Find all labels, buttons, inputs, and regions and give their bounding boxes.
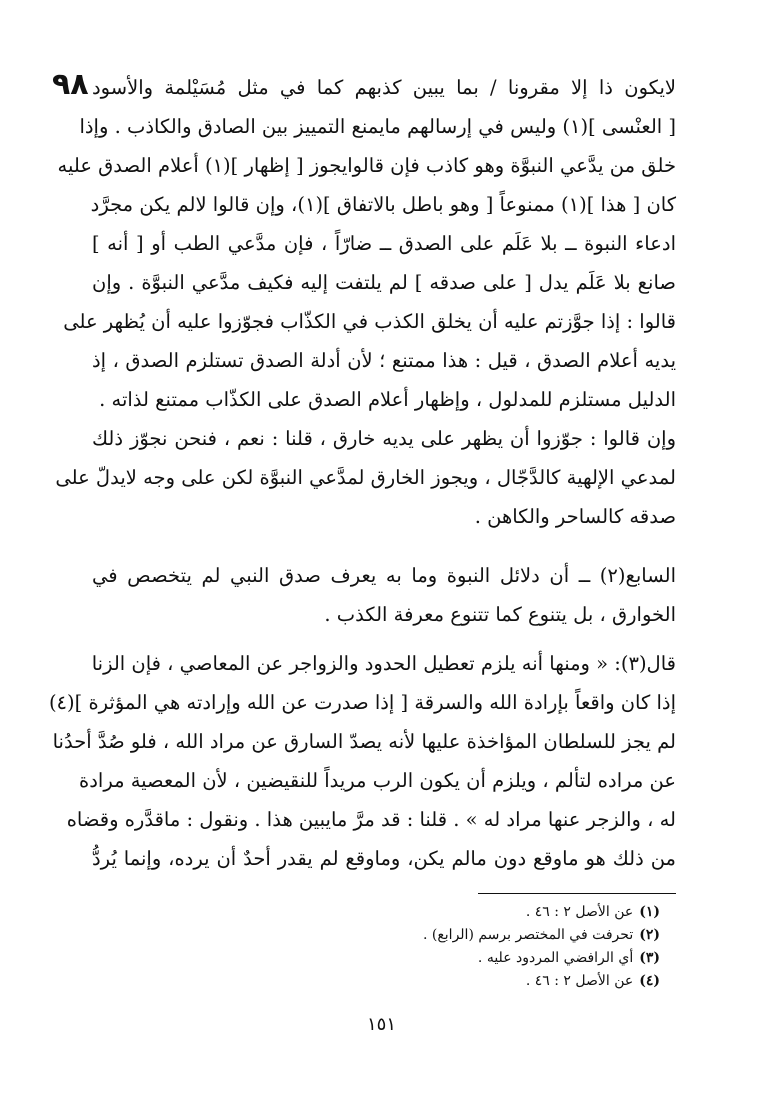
footnote-number: (١)	[639, 904, 660, 920]
footnote-text: أي الرافضي المردود عليه .	[477, 950, 634, 966]
text-line: له ، والزجر عنها مراد له » . قلنا : قد مرَّ مايبين هذا . ونقول : ماقدَّره وقضاه	[66, 808, 676, 831]
text-line: [ العنْسى ](١) وليس في إرسالهم مايمنع التمييز بين الصادق والكاذب . وإذا	[79, 115, 676, 138]
text-line: لايكون ذا إلا مقرونا / بما يبين كذبهم كما في مثل مُسَيْلمة والأسود	[92, 76, 676, 99]
text-line: من ذلك هو ماوقع دون مالم يكن، وماوقع لم يقدر أحدٌ أن يرده، وإنما يُردُّ	[92, 847, 676, 870]
footnote-text: تحرفت في المختصر برسم (الرابع) .	[422, 927, 634, 943]
text-line: وإن قالوا : جوّزوا أن يظهر على يديه خارق ، قلنا : نعم ، فنحن نجوّز ذلك	[92, 427, 676, 450]
text-line: الخوارق ، بل يتنوع كما تتنوع معرفة الكذب .	[324, 603, 676, 626]
footnote-text: عن الأصل ٢ : ٤٦ .	[525, 904, 634, 920]
footnote	[300, 947, 660, 970]
footnote-number: (٣)	[639, 950, 660, 966]
footnote-divider	[478, 893, 676, 894]
text-line: يديه أعلام الصدق ، قيل : هذا ممتنع ؛ لأن أدلة الصدق تستلزم الصدق ، إذ	[92, 349, 676, 372]
text-line: لم يجز للسلطان المؤاخذة عليها لأنه يصدّ السارق عن مراد الله ، فلو صُدَّ أحدُنا	[52, 730, 676, 753]
text-line: قالوا : إذا جوَّزتم عليه أن يخلق الكذب في الكذّاب فجوّزوا عليه أن يُظهر على	[63, 310, 676, 333]
text-line: كان [ هذا ](١) ممنوعاً [ وهو باطل بالاتفاق ](١)، وإن قالوا لالم يكن مجرَّد	[90, 193, 676, 216]
text-line: صانع بلا عَلَم يدل [ على صدقه ] لم يلتفت إليه فكيف مدَّعي النبوَّة . وإن	[92, 271, 676, 294]
page-number: ١٥١	[366, 1014, 396, 1035]
text-line: السابع(٢) ــ أن دلائل النبوة وما به يعرف صدق النبي لم يتخصص في	[92, 564, 676, 587]
footnotes	[300, 901, 660, 993]
footnote-number: (٢)	[639, 927, 660, 943]
footnote	[300, 970, 660, 993]
text-line: عن مراده لتألم ، ويلزم أن يكون الرب مريداً للنقيضين ، لأن المعصية مرادة	[79, 769, 676, 792]
text-line: لمدعي الإلهية كالدَّجّال ، ويجوز الخارق لمدَّعي النبوَّة لكن على وجه لايدلّ على	[55, 466, 676, 489]
text-line: قال(٣): « ومنها أنه يلزم تعطيل الحدود والزواجر عن المعاصي ، فإن الزنا	[91, 652, 676, 675]
footnote-number: (٤)	[639, 973, 660, 989]
margin-page-number: ٩٨	[52, 67, 89, 102]
paragraph-seventh	[92, 556, 676, 634]
text-line: ادعاء النبوة ــ بلا عَلَم على الصدق ــ ضارّاً ، فإن مدَّعي الطب أو [ أنه ]	[92, 232, 676, 255]
text-line: خلق من يدَّعي النبوَّة وهو كاذب فإن قالوايجوز [ إظهار ](١) أعلام الصدق عليه	[57, 154, 676, 177]
footnote-text: عن الأصل ٢ : ٤٦ .	[525, 973, 634, 989]
text-line: الدليل مستلزم للمدلول ، وإظهار أعلام الصدق على الكذّاب ممتنع لذاته .	[99, 388, 676, 411]
footnote	[300, 924, 660, 947]
text-line: إذا كان واقعاً بإرادة الله والسرقة [ إذا صدرت عن الله وإرادته هي المؤثرة ](٤)	[48, 691, 676, 714]
footnote	[300, 901, 660, 924]
paragraph-quote	[48, 644, 676, 878]
text-line: صدقه كالساحر والكاهن .	[474, 505, 676, 528]
